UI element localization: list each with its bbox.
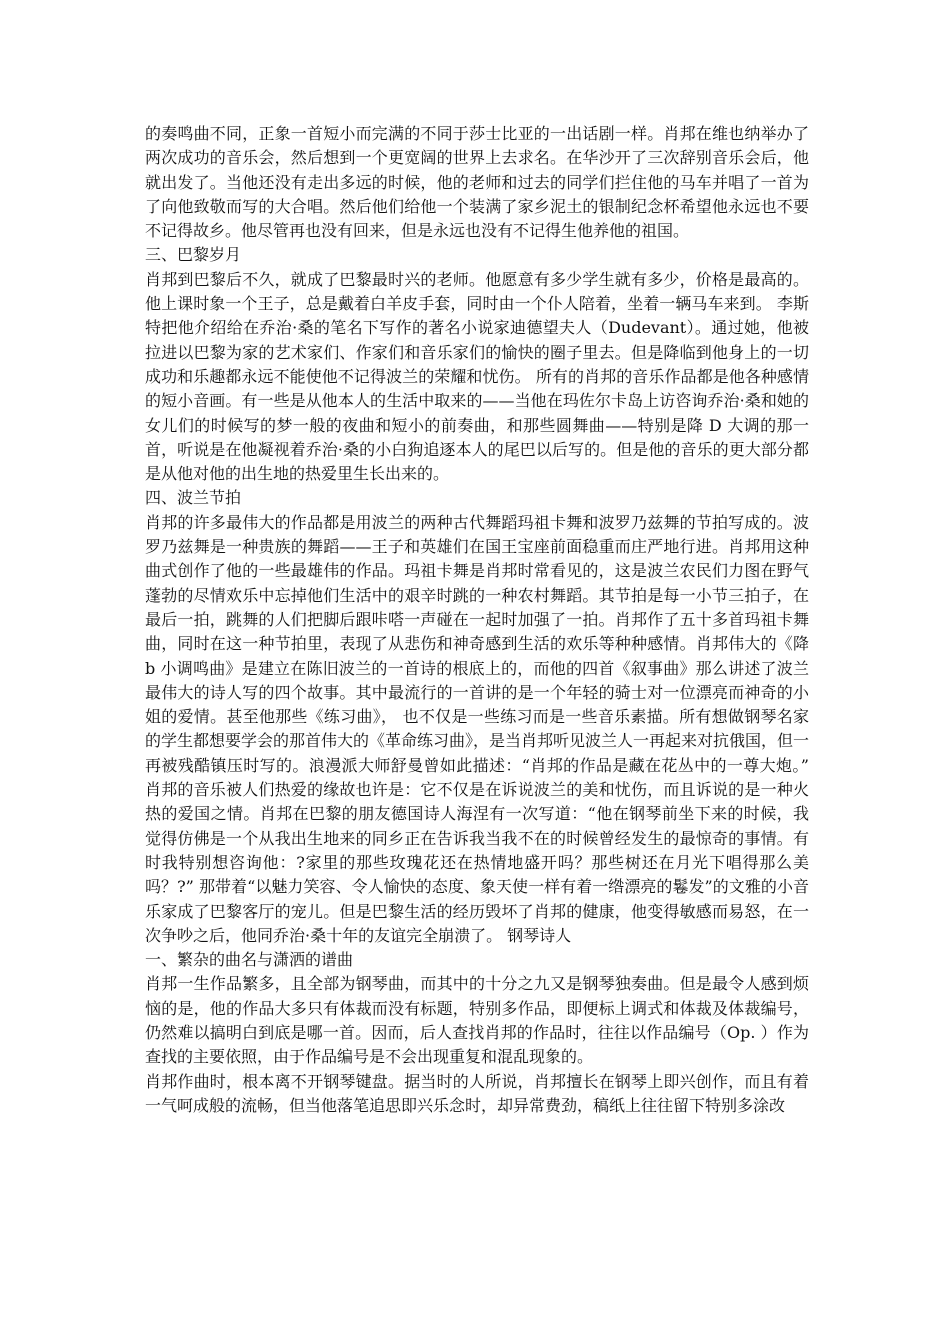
section-heading-polish-rhythm: 四、波兰节拍 (145, 488, 242, 508)
document-page (145, 122, 809, 1118)
paragraph-opus-numbers: 肖邦一生作品繁多，且全部为钢琴曲，而其中的十分之九又是钢琴独奏曲。但是最令人感到烦恼的是，他的作品大多只有体裁而没有标题，特别多作品，即便标上调式和体裁及体裁编号，仍然难以搞明白到底是哪一首。因而，后人查找肖邦的作品时，往往以作品编号（Op. ）作为查找的主要依照，由于作品编号是不会出现重复和混乱现象的。 (145, 974, 809, 1067)
paragraph-polish-dances: 肖邦的许多最伟大的作品都是用波兰的两种古代舞蹈玛祖卡舞和波罗乃兹舞的节拍写成的。波罗乃兹舞是一种贵族的舞蹈——王子和英雄们在国王宝座前面稳重而庄严地行进。肖邦用这种曲式创作了他的一些最雄伟的作品。玛祖卡舞是肖邦时常看见的，这是波兰农民们力图在野气蓬勃的尽情欢乐中忘掉他们生活中的艰辛时跳的一种农村舞蹈。其节拍是每一小节三拍子，在最后一拍，跳舞的人们把脚后跟咔嗒一声碰在一起时加强了一拍。肖邦作了五十多首玛祖卡舞曲，同时在这一种节拍里，表现了从悲伤和神奇感到生活的欢乐等种种感情。肖邦伟大的《降 b 小调鸣曲》是建立在陈旧波兰的一首诗的根底上的，而他的四首《叙事曲》那么讲述了波兰最伟大的诗人写的四个故事。其中最流行的一首讲的是一个年轻的骑士对一位漂亮而神奇的小姐的爱情。甚至他那些《练习曲》， 也不仅是一些练习而是一些音乐素描。所有想做钢琴名家的学生都想要学会的那首伟大的《革命练习曲》，是当肖邦听见波兰人一再起来对抗俄国，但一再被残酷镇压时写的。浪漫派大师舒曼曾如此描述：“肖邦的作品是藏在花丛中的一尊大炮。” 肖邦的音乐被人们热爱的缘故也许是：它不仅是在诉说波兰的美和忧伤，而且诉说的是一种火热的爱国之情。肖邦在巴黎的朋友德国诗人海涅有一次写道：“他在钢琴前坐下来的时候，我觉得仿佛是一个从我出生地来的同乡正在告诉我当我不在的时候曾经发生的最惊奇的事情。有时我特别想咨询他：?家里的那些玫瑰花还在热情地盛开吗？那些树还在月光下唱得那么美吗？?” 那带着“以魅力笑容、令人愉快的态度、象天使一样有着一绺漂亮的鬈发”的文雅的小音乐家成了巴黎客厅的宠儿。但是巴黎生活的经历毁坏了肖邦的健康，他变得敏感而易怒，在一次争吵之后，他同乔治·桑十年的友谊完全崩溃了。 钢琴诗人 (145, 512, 810, 945)
paragraph-composing-at-piano: 肖邦作曲时，根本离不开钢琴键盘。据当时的人所说，肖邦擅长在钢琴上即兴创作，而且有着一气呵成般的流畅，但当他落笔追思即兴乐念时，却异常费劲，稿纸上往往留下特别多涂改 (145, 1071, 809, 1115)
section-heading-paris-years: 三、巴黎岁月 (145, 245, 242, 265)
section-heading-titles-and-scores: 一、繁杂的曲名与潇洒的谱曲 (145, 950, 354, 970)
paragraph-sonata-comparison: 的奏鸣曲不同，正象一首短小而完满的不同于莎士比亚的一出话剧一样。肖邦在维也纳举办了两次成功的音乐会，然后想到一个更宽阔的世界上去求名。在华沙开了三次辞别音乐会后，他就出发了。当他还没有走出多远的时候，他的老师和过去的同学们拦住他的马车并唱了一首为了向他致敬而写的大合唱。然后他们给他一个装满了家乡泥土的银制纪念杯希望他永远也不要不记得故乡。他尽管再也没有回来，但是永远也没有不记得生他养他的祖国。 (145, 124, 809, 241)
paragraph-paris-life: 肖邦到巴黎后不久，就成了巴黎最时兴的老师。他愿意有多少学生就有多少，价格是最高的。他上课时象一个王子，总是戴着白羊皮手套，同时由一个仆人陪着，坐着一辆马车来到。 李斯特把他介绍给在乔治·桑的笔名下写作的著名小说家迪德望夫人（Dudevant）。通过她，他被拉进以巴黎为家的艺术家们、作家们和音乐家们的愉快的圈子里去。但是降临到他身上的一切成功和乐趣都永远不能使他不记得波兰的荣耀和忧伤。 所有的肖邦的音乐作品都是他各种感情的短小音画。有一些是从他本人的生活中取来的——当他在玛佐尔卡岛上访咨询乔治·桑和她的女儿们的时候写的梦一般的夜曲和短小的前奏曲，和那些圆舞曲——特别是降 D 大调的那一首，听说是在他凝视着乔治·桑的小白狗追逐本人的尾巴以后写的。但是他的音乐的更大部分都是从他对他的出生地的热爱里生长出来的。 (145, 269, 809, 484)
